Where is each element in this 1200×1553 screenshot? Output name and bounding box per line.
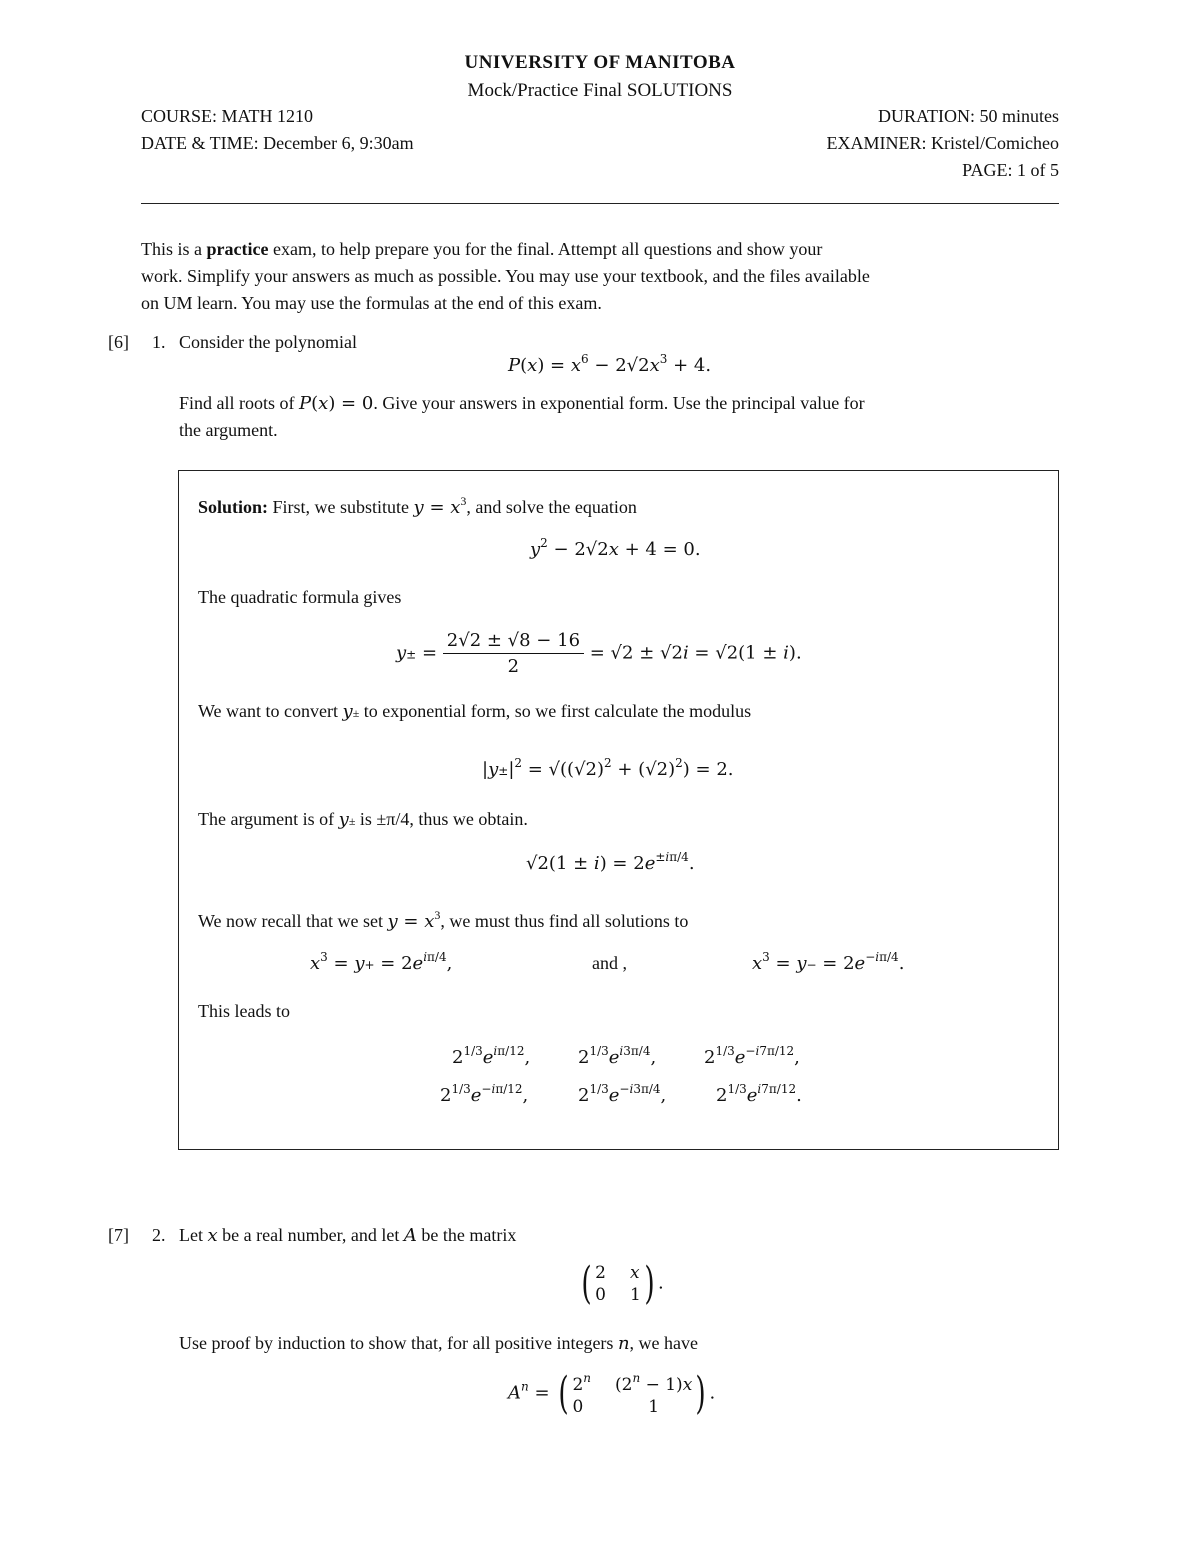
page-number: PAGE: 1 of 5 xyxy=(962,160,1059,180)
q2-prompt-a: Let xyxy=(179,1225,208,1245)
q1-find-b: . Give your answers in exponential form. Use the principal value for xyxy=(373,393,865,413)
q2-prompt-b: be a real number, and let xyxy=(217,1225,404,1245)
solution-intro-text: First, we substitute xyxy=(268,497,414,517)
leads-text: This leads to xyxy=(198,1001,290,1021)
q2-induction-a: Use proof by induction to show that, for all positive integers xyxy=(179,1333,618,1353)
university-name: UNIVERSITY OF MANITOBA xyxy=(464,52,736,73)
root-2: $2^{1/3}e^{i3\pi/4}$, xyxy=(578,1044,657,1068)
q2-number: 2. xyxy=(152,1225,166,1245)
root-4: $2^{1/3}e^{-i\pi/12}$, xyxy=(440,1082,529,1106)
matrix-a: ( 2 x 0 1 ) . xyxy=(581,1258,664,1309)
q1-number: 1. xyxy=(152,332,166,352)
exponential-form: $√2(1 \pm i) = 2e^{\pm i\pi/4}$. xyxy=(526,850,695,874)
instructions-line2: work. Simplify your answers as much as possible. You may use your textbook, and the files available xyxy=(141,266,870,286)
header-rule xyxy=(141,203,1059,204)
equation-plus: $x^3 = y+ = 2e^{i\pi/4}$, xyxy=(310,950,453,974)
q1-find-a: Find all roots of xyxy=(179,393,299,413)
convert-a: We want to convert xyxy=(198,701,343,721)
instructions-line3: on UM learn. You may use the formulas at the end of this exam. xyxy=(141,293,602,313)
equation-minus: $x^3 = y- = 2e^{-i\pi/4}$. xyxy=(752,950,905,974)
q1-polynomial: $P(x) = x^6 - 2√2x^3 + 4$. xyxy=(508,352,712,376)
q2-induction: Use proof by induction to show that, for all positive integers n, we have xyxy=(179,1333,698,1354)
convert-text: We want to convert y± to exponential form, so we first calculate the modulus xyxy=(198,701,752,722)
arg-b: is ±π/4, thus we obtain. xyxy=(355,809,528,829)
course-label: COURSE: MATH 1210 xyxy=(141,106,314,126)
arg-a: The argument is of xyxy=(198,809,339,829)
q1-marks: [6] xyxy=(108,332,129,352)
quadratic-fraction: $\frac{2√2 \pm √8 - 16}{2}$ xyxy=(443,630,584,677)
instructions-bold: practice xyxy=(206,239,269,259)
q1-prompt: Consider the polynomial xyxy=(179,332,357,352)
recall-text: We now recall that we set $y = x^3$, we must thus find all solutions to xyxy=(198,908,689,932)
modulus-equation: $|y\pm|^2 = √((√2)^2 + (√2)^2) = 2$. xyxy=(482,756,734,780)
exam-title-text: Mock/Practice Final SOLUTIONS xyxy=(467,80,733,101)
examiner-label: EXAMINER: Kristel/Comicheo xyxy=(826,133,1059,153)
root-3: $2^{1/3}e^{-i7\pi/12}$, xyxy=(704,1044,800,1068)
solution-label: Solution: xyxy=(198,497,269,517)
q2-induction-b: , we have xyxy=(629,1333,698,1353)
and-text: and , xyxy=(592,953,627,973)
matrix-a-power: $A^n$ = ( 2$^n$ $(2^n - 1)x$ 0 1 ) . xyxy=(508,1368,716,1419)
quad-text: The quadratic formula gives xyxy=(198,587,402,607)
q2-marks: [7] xyxy=(108,1225,129,1245)
instructions-before: This is a xyxy=(141,239,207,259)
duration-label: DURATION: 50 minutes xyxy=(878,106,1059,126)
quadratic-formula: y± = $\frac{2√2 \pm √8 - 16}{2}$ = √2 ± √2i = √2(1 ± i). xyxy=(396,630,802,677)
recall-a: We now recall that we set xyxy=(198,911,388,931)
root-6: $2^{1/3}e^{i7\pi/12}$. xyxy=(716,1082,802,1106)
quadratic-equation: $y^2 - 2√2x + 4 = 0$. xyxy=(530,536,701,560)
instructions-after: exam, to help prepare you for the final. Attempt all questions and show your xyxy=(268,239,823,259)
root-5: $2^{1/3}e^{-i3\pi/4}$, xyxy=(578,1082,667,1106)
recall-b: , we must thus find all solutions to xyxy=(440,911,689,931)
q1-find-c: the argument. xyxy=(179,420,278,440)
argument-text: The argument is of y± is ±π/4, thus we obtain. xyxy=(198,809,528,830)
convert-b: to exponential form, so we first calculate the modulus xyxy=(359,701,752,721)
q1-find: Find all roots of P(x) = 0. Give your answers in exponential form. Use the principal value for xyxy=(179,393,865,414)
date-time-label: DATE & TIME: December 6, 9:30am xyxy=(141,133,414,153)
q2-prompt: Let x be a real number, and let A be the matrix xyxy=(179,1225,517,1246)
solution-intro: Solution: First, we substitute $y = x^3$, and solve the equation xyxy=(198,494,637,518)
solution-intro-end: , and solve the equation xyxy=(466,497,637,517)
instructions xyxy=(141,236,1061,317)
q2-prompt-c: be the matrix xyxy=(416,1225,517,1245)
root-1: $2^{1/3}e^{i\pi/12}$, xyxy=(452,1044,531,1068)
exam-title xyxy=(0,80,1200,102)
